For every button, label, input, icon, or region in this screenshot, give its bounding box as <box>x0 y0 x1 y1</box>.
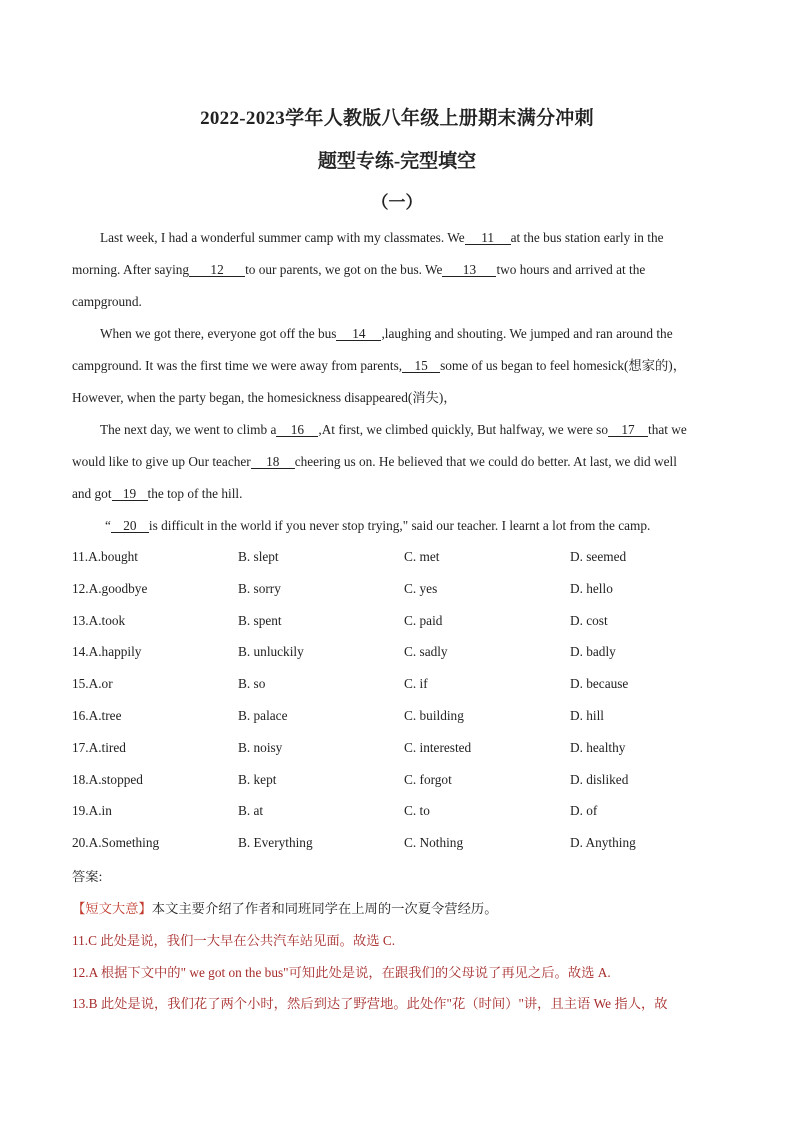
passage-line <box>72 487 722 519</box>
option[interactable]: B. at <box>238 803 264 819</box>
option[interactable]: C. sadly <box>404 644 448 660</box>
passage-text: to our parents, we got on the bus. We <box>245 262 443 277</box>
option[interactable]: B. spent <box>238 612 282 628</box>
cloze-passage <box>72 231 722 551</box>
option-row <box>72 708 752 740</box>
option[interactable]: B. so <box>238 676 266 692</box>
passage-line <box>72 295 722 327</box>
blank-12[interactable]: 12 <box>189 264 245 277</box>
blank-15[interactable]: 15 <box>402 360 440 373</box>
blank-11[interactable]: 11 <box>465 232 511 245</box>
passage-line <box>72 519 722 551</box>
passage-text: campground. <box>72 294 142 309</box>
options-table <box>72 549 752 867</box>
option-row <box>72 581 752 613</box>
option-row <box>72 803 752 835</box>
option[interactable]: D. disliked <box>570 771 629 787</box>
passage-text: morning. After saying <box>72 262 190 277</box>
option-row <box>72 772 752 804</box>
passage-text: The next day, we went to climb a <box>100 422 277 437</box>
option[interactable]: 17.A.tired <box>72 739 126 755</box>
option[interactable]: C. forgot <box>404 771 452 787</box>
option-row <box>72 644 752 676</box>
option[interactable]: B. noisy <box>238 739 283 755</box>
option[interactable]: D. healthy <box>570 739 626 755</box>
option[interactable]: 14.A.happily <box>72 644 142 660</box>
option[interactable]: 18.A.stopped <box>72 771 143 787</box>
option[interactable]: D. seemed <box>570 549 627 564</box>
blank-14[interactable]: 14 <box>336 328 381 341</box>
blank-13[interactable]: 13 <box>442 264 496 277</box>
passage-text: ,At first, we climbed quickly, But halfway, we were so <box>318 422 608 437</box>
passage-line <box>72 327 722 359</box>
passage-line <box>72 391 722 423</box>
answer-11: 11.C 此处是说，我们一大早在公共汽车站见面。故选 C. <box>72 933 396 948</box>
option[interactable]: D. because <box>570 676 629 692</box>
option[interactable]: D. Anything <box>570 835 636 851</box>
option[interactable]: C. building <box>404 707 464 723</box>
passage-text: When we got there, everyone got off the bus <box>100 326 337 341</box>
passage-text: ,laughing and shouting. We jumped and ran around the <box>381 326 673 341</box>
passage-line <box>72 231 722 263</box>
option[interactable]: 13.A.took <box>72 612 126 628</box>
option[interactable]: B. kept <box>238 771 277 787</box>
section-number: （一） <box>371 193 423 212</box>
passage-text: two hours and arrived at the <box>496 262 646 277</box>
passage-text: However, when the party began, the homesickness disappeared(消失)， <box>72 390 457 405</box>
blank-20[interactable]: 20 <box>111 520 149 533</box>
summary-text: 本文主要介绍了作者和同班同学在上周的一次夏令营经历。 <box>151 901 498 916</box>
option[interactable]: D. badly <box>570 644 616 660</box>
passage-text: some of us began to feel homesick(想家的)， <box>440 358 687 373</box>
option[interactable]: C. interested <box>404 739 472 755</box>
blank-17[interactable]: 17 <box>608 424 648 437</box>
passage-text: that we <box>648 422 687 437</box>
option[interactable]: C. to <box>404 803 430 819</box>
passage-line <box>72 263 722 295</box>
blank-18[interactable]: 18 <box>251 456 295 469</box>
passage-line <box>72 423 722 455</box>
option[interactable]: 12.A.goodbye <box>72 580 148 596</box>
passage-text: the top of the hill. <box>147 486 243 501</box>
option[interactable]: D. hello <box>570 580 613 596</box>
option[interactable]: B. slept <box>238 549 279 564</box>
passage-text: campground. It was the first time we were away from parents, <box>72 358 403 373</box>
option[interactable]: 15.A.or <box>72 676 113 692</box>
passage-text: at the bus station early in the <box>510 230 664 245</box>
option-row <box>72 613 752 645</box>
option[interactable]: B. Everything <box>238 835 313 851</box>
option[interactable]: B. unluckily <box>238 644 304 660</box>
option[interactable]: C. Nothing <box>404 835 464 851</box>
passage-text: is difficult in the world if you never stop trying," said our teacher. I learnt a lot from the camp. <box>148 518 651 533</box>
summary-tag: 【短文大意】 <box>72 901 152 916</box>
answer-13: 13.B 此处是说，我们花了两个小时，然后到达了野营地。此处作"花（时间）"讲，且主语 We 指人，故 <box>72 996 668 1011</box>
passage-text: cheering us on. He believed that we could do better. At last, we did well <box>294 454 677 469</box>
option-row <box>72 835 752 867</box>
option-row <box>72 676 752 708</box>
option[interactable]: 20.A.Something <box>72 835 160 851</box>
passage-line <box>72 455 722 487</box>
option[interactable]: D. of <box>570 803 598 819</box>
document-subtitle: 题型专练-完型填空 <box>317 151 477 172</box>
passage-text: and got <box>72 486 112 501</box>
option[interactable]: C. yes <box>404 580 438 596</box>
blank-16[interactable]: 16 <box>276 424 318 437</box>
option[interactable]: C. met <box>404 549 440 564</box>
option-row <box>72 549 752 581</box>
option[interactable]: C. if <box>404 676 428 692</box>
option[interactable]: B. sorry <box>238 580 281 596</box>
option[interactable]: C. paid <box>404 612 443 628</box>
option[interactable]: 16.A.tree <box>72 707 122 723</box>
option[interactable]: D. hill <box>570 707 604 723</box>
passage-text: “ <box>105 518 111 533</box>
blank-19[interactable]: 19 <box>112 488 148 501</box>
answers-label: 答案: <box>72 869 103 884</box>
passage-line <box>72 359 722 391</box>
answer-summary <box>72 898 732 917</box>
passage-text: Last week, I had a wonderful summer camp with my classmates. We <box>100 230 465 245</box>
option[interactable]: B. palace <box>238 707 288 723</box>
option[interactable]: 11.A.bought <box>72 549 138 564</box>
option[interactable]: 19.A.in <box>72 803 112 819</box>
answer-12: 12.A 根据下文中的" we got on the bus"可知此处是说，在跟我们的父母说了再见之后。故选 A. <box>72 965 611 980</box>
document-title: 2022-2023学年人教版八年级上册期末满分冲刺 <box>200 108 594 129</box>
option[interactable]: D. cost <box>570 612 608 628</box>
option-row <box>72 740 752 772</box>
passage-text: would like to give up Our teacher <box>72 454 251 469</box>
